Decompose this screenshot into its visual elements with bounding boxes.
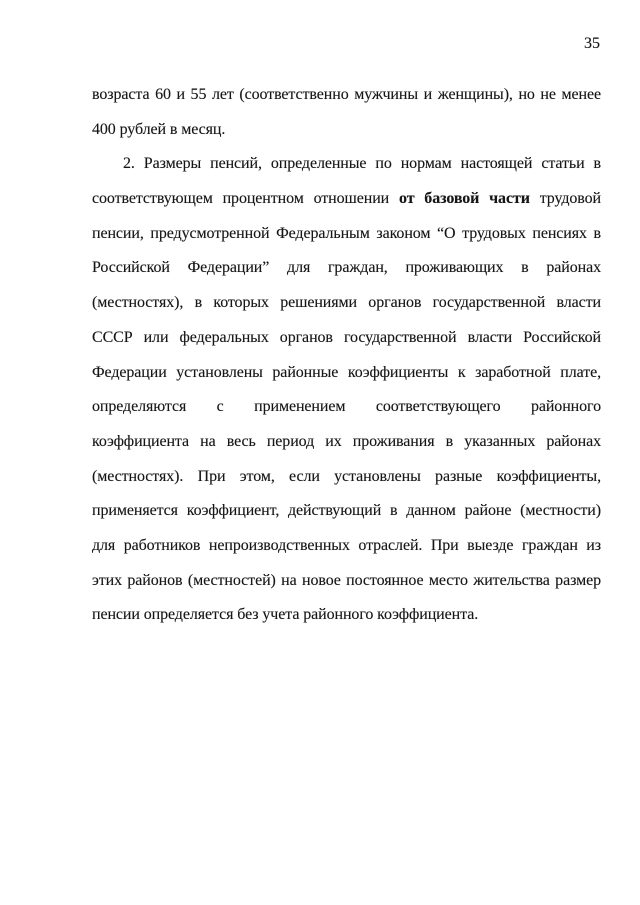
- text-line: [92, 390, 601, 425]
- text-segment-bold: от базовой части: [399, 190, 530, 208]
- text-segment: 400 рублей в месяц.: [92, 120, 226, 138]
- text-segment: пенсии определяется без учета районного коэффициента.: [92, 606, 479, 624]
- text-segment: Федерации установлены районные коэффициенты к заработной плате,: [92, 363, 601, 381]
- text-segment: СССР или федеральных органов государственной власти Российской: [92, 328, 601, 346]
- text-line: [92, 494, 601, 529]
- paragraph: [92, 78, 601, 147]
- text-segment: соответствующем процентном отношении: [92, 190, 399, 208]
- text-line: [92, 425, 601, 460]
- text-line: [92, 356, 601, 391]
- text-line: [92, 564, 601, 599]
- text-segment: для работников непроизводственных отраслей. При выезде граждан из: [92, 536, 601, 554]
- text-segment: 2. Размеры пенсий, определенные по нормам настоящей статьи в: [123, 155, 601, 173]
- text-line: [92, 321, 601, 356]
- text-segment: применяется коэффициент, действующий в данном районе (местности): [92, 502, 601, 520]
- text-segment: Российской Федерации” для граждан, проживающих в районах: [92, 259, 601, 277]
- text-line: [92, 460, 601, 495]
- text-segment: трудовой: [529, 190, 602, 208]
- paragraph: [92, 147, 601, 633]
- text-line: [92, 598, 601, 633]
- text-line: [92, 147, 601, 182]
- text-line: [92, 113, 601, 148]
- text-segment: (местностях). При этом, если установлены разные коэффициенты,: [92, 467, 601, 485]
- text-line: [92, 217, 601, 252]
- text-segment: коэффициента на весь период их проживания в указанных районах: [92, 432, 601, 450]
- text-line: [92, 529, 601, 564]
- text-line: [92, 182, 601, 217]
- text-segment: (местностях), в которых решениями органов государственной власти: [92, 294, 601, 312]
- page-number: 35: [584, 35, 600, 52]
- text-segment: пенсии, предусмотренной Федеральным законом “О трудовых пенсиях в: [92, 224, 601, 242]
- text-segment: этих районов (местностей) на новое постоянное место жительства размер: [92, 571, 601, 589]
- body-text: [92, 78, 601, 633]
- text-line: [92, 78, 601, 113]
- text-segment: возраста 60 и 55 лет (соответственно мужчины и женщины), но не менее: [92, 86, 601, 103]
- text-segment: определяются с применением соответствующего районного: [92, 398, 601, 416]
- text-line: [92, 286, 601, 321]
- text-line: [92, 251, 601, 286]
